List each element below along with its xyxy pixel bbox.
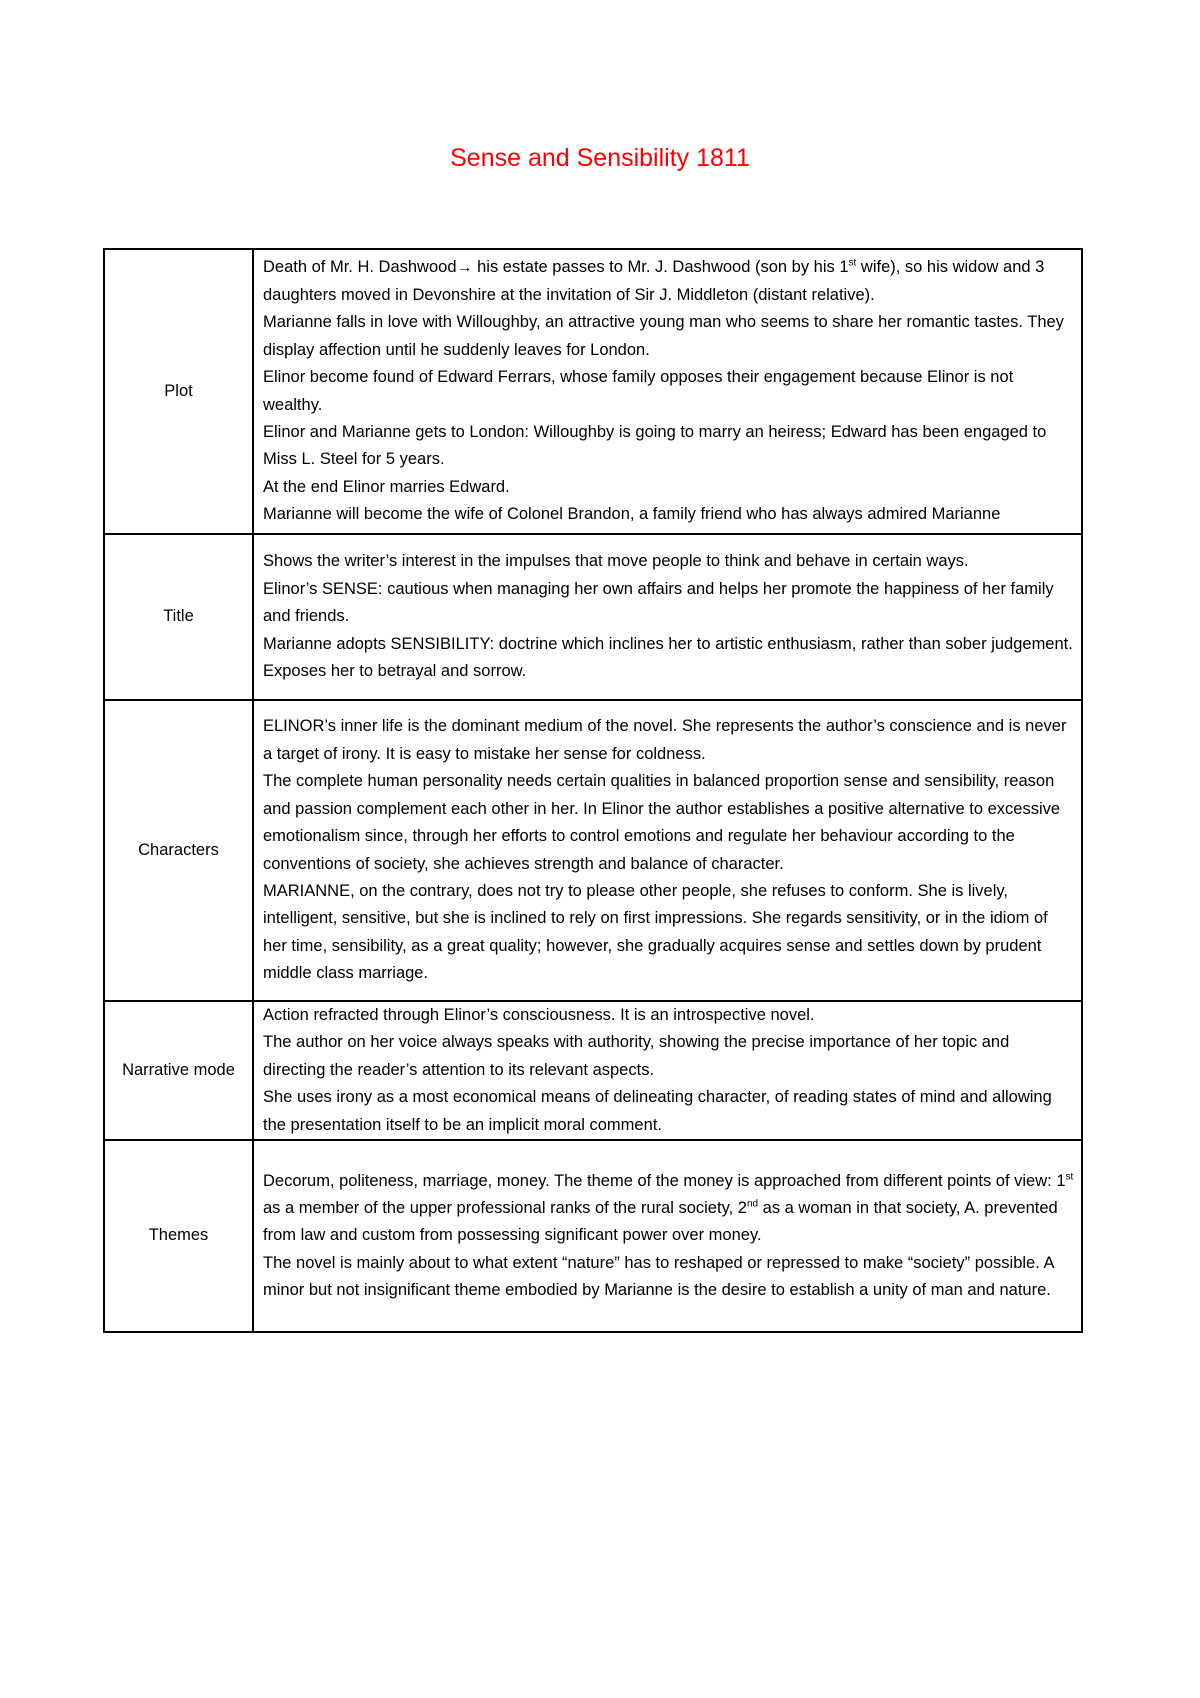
plot-paragraph-3: Elinor become found of Edward Ferrars, whose family opposes their engagement because Elinor is not wealthy. (263, 368, 1014, 414)
row-label-narrative-mode: Narrative mode (104, 1001, 253, 1140)
plot-paragraph-1 (263, 254, 1075, 309)
table-row-plot (104, 249, 1082, 534)
row-content-narrative-mode (253, 1001, 1082, 1140)
table-row-characters (104, 700, 1082, 1001)
narrative-paragraph-3: She uses irony as a most economical means of delineating character, of reading states of mind and allowing the presentation itself to be an implicit moral comment. (263, 1088, 1052, 1134)
plot-text-part: his estate passes to Mr. J. Dashwood (son by his 1 (472, 258, 849, 277)
table-row-narrative-mode (104, 1001, 1082, 1140)
row-label-plot: Plot (104, 249, 253, 534)
characters-paragraph-1: ELINOR’s inner life is the dominant medium of the novel. She represents the author’s conscience and is never a target of irony. It is easy to mistake her sense for coldness. (263, 717, 1067, 763)
row-label-themes: Themes (104, 1140, 253, 1332)
row-content-plot (253, 249, 1082, 534)
title-paragraph-3: Marianne adopts SENSIBILITY: doctrine which inclines her to artistic enthusiasm, rather than sober judgement. Exposes her to betrayal and sorrow. (263, 634, 1073, 681)
ordinal-superscript: nd (746, 1198, 759, 1210)
themes-text-part: as a woman in that society, A. prevented from law and custom from possessing significant power over money. (263, 1198, 1058, 1245)
document-title: Sense and Sensibility 1811 (450, 144, 750, 172)
narrative-paragraph-1: Action refracted through Elinor’s consciousness. It is an introspective novel. (263, 1006, 815, 1024)
summary-table (103, 248, 1083, 1333)
table-row-title (104, 534, 1082, 700)
table-row-themes (104, 1140, 1082, 1332)
row-content-title (253, 534, 1082, 700)
row-content-characters (253, 700, 1082, 1001)
themes-paragraph-1 (263, 1168, 1075, 1250)
plot-text-part: Death of Mr. H. Dashwood (263, 258, 457, 277)
plot-paragraph-5: At the end Elinor marries Edward. (263, 477, 510, 496)
themes-text-part: as a member of the upper professional ranks of the rural society, 2 (263, 1198, 747, 1217)
ordinal-superscript: st (1065, 1171, 1074, 1183)
characters-paragraph-2: The complete human personality needs certain qualities in balanced proportion sense and sensibility, reason and passion complement each other in her. In Elinor the author establishes a positive alternative to excessive emotionalism since, through her efforts to control emotions and regulate her behaviour according to the conventions of society, she achieves strength and balance of character. (263, 772, 1061, 873)
themes-paragraph-2: The novel is mainly about to what extent “nature” has to reshaped or repressed to make “society” possible. A minor but not insignificant theme embodied by Marianne is the desire to establish a unity of man and nature. (263, 1253, 1054, 1300)
plot-paragraph-2: Marianne falls in love with Willoughby, an attractive young man who seems to share her romantic tastes. They display affection until he suddenly leaves for London. (263, 313, 1064, 359)
narrative-paragraph-2: The author on her voice always speaks with authority, showing the precise importance of her topic and directing the reader’s attention to its relevant aspects. (263, 1033, 1010, 1079)
ordinal-superscript: st (848, 257, 857, 269)
characters-paragraph-3: MARIANNE, on the contrary, does not try to please other people, she refuses to conform. She is lively, intelligent, sensitive, but she is inclined to rely on first impressions. She regards sensitivity, or in the idiom of her time, sensibility, as a great quality; however, she gradually acquires sense and settles down by prudent middle class marriage. (263, 881, 1048, 983)
title-paragraph-2: Elinor’s SENSE: cautious when managing her own affairs and helps her promote the happiness of her family and friends. (263, 579, 1054, 626)
row-label-title: Title (104, 534, 253, 700)
title-paragraph-1: Shows the writer’s interest in the impulses that move people to think and behave in certain ways. (263, 552, 969, 571)
row-label-characters: Characters (104, 700, 253, 1001)
plot-paragraph-4: Elinor and Marianne gets to London: Willoughby is going to marry an heiress; Edward has been engaged to Miss L. Steel for 5 years. (263, 422, 1047, 469)
arrow-right-icon: → (456, 259, 473, 277)
themes-text-part: Decorum, politeness, marriage, money. The theme of the money is approached from different points of view: 1 (263, 1171, 1066, 1190)
plot-paragraph-6: Marianne will become the wife of Colonel Brandon, a family friend who has always admired Marianne (263, 505, 1001, 524)
row-content-themes (253, 1140, 1082, 1332)
plot-text-part: wife), so his widow and 3 daughters moved in Devonshire at the invitation of Sir J. Middleton (distant relative). (263, 258, 1045, 304)
